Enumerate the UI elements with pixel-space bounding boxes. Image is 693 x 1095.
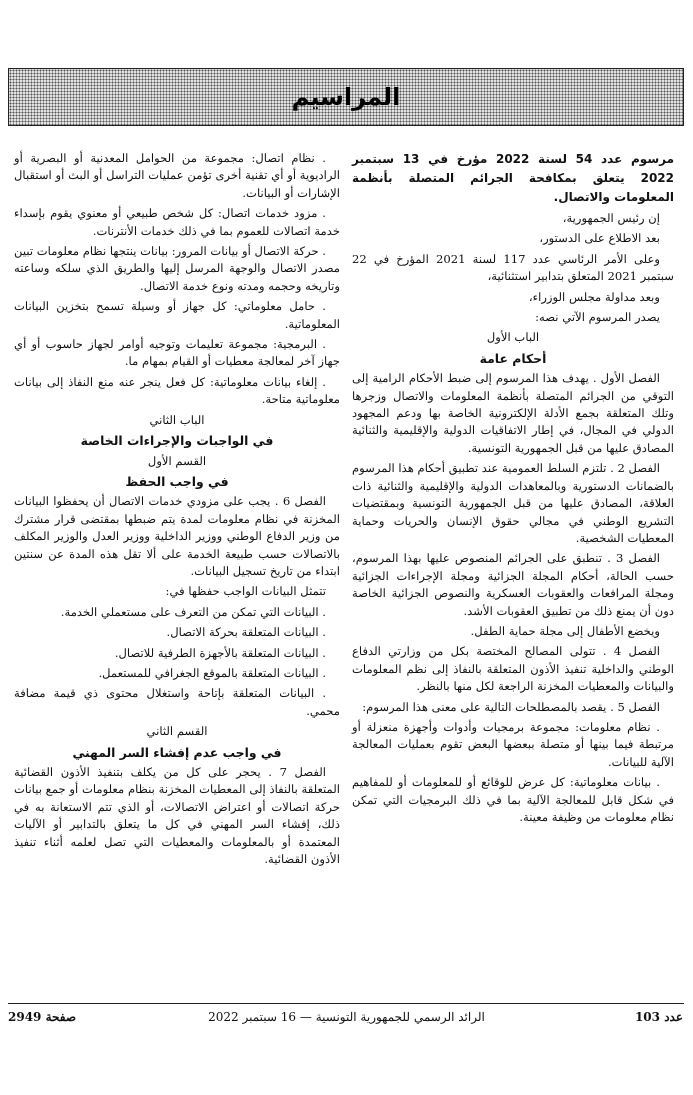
page-number: صفحة 2949 xyxy=(8,1010,77,1024)
article-paragraph: الفصل 2 . تلتزم السلط العمومية عند تطبيق أحكام هذا المرسوم بالضمانات الدستورية وبالمعاهدات الدولية والإقليمية والثنائية ذات العلاقة، المصادق عليها من قبل الجمهورية التونسية وبمقتضيات التشريع الوطني في مجالي حقوق الإنسان والحريات وحماية المعطيات الشخصية. xyxy=(352,461,674,545)
decree-title: مرسوم عدد 54 لسنة 2022 مؤرخ في 13 سبتمبر 2022 يتعلق بمكافحة الجرائم المتصلة بأنظمة المعلومات والاتصال. xyxy=(352,152,675,204)
issue-number: عدد 103 xyxy=(634,1010,683,1024)
definition-item: . نظام اتصال: مجموعة من الحوامل المعدنية أو البصرية أو الراديوية أو أي تقنية أخرى تؤمن عمليات التراسل أو البث أو استقبال الإشارات أو البيانات. xyxy=(14,151,340,200)
preamble-line: بعد الاطلاع على الدستور، xyxy=(539,231,660,246)
preamble-line: وعلى الأمر الرئاسي عدد 117 لسنة 2021 المؤرخ في 22 سبتمبر 2021 المتعلق بتدابير استثنائية، xyxy=(352,251,674,284)
definition-item: . بيانات معلوماتية: كل عرض للوقائع أو للمعلومات أو للمفاهيم في شكل قابل للمعالجة الآلية بما في ذلك البرمجيات التي تمكن نظام معلومات من وظيفة معينة. xyxy=(352,775,674,824)
article-paragraph: الفصل الأول . يهدف هذا المرسوم إلى ضبط الأحكام الرامية إلى التوقي من الجرائم المتصلة بأنظمة المعلومات والاتصال وزجرها وتلك المتعلقة بجمع الأدلة الإلكترونية الخاصة بها ودعم المجهود الدولي في المجال، في إطار الاتفاقيات الدولية والإقليمية والثنائية المصادق عليها من قبل الجمهورية التونسية. xyxy=(352,371,674,455)
right-column xyxy=(352,150,674,829)
article-paragraph: ويخضع الأطفال إلى مجلة حماية الطفل. xyxy=(470,623,660,638)
chapter-title: في الواجبات والإجراءات الخاصة xyxy=(80,433,274,449)
chapter-heading: الباب الأول xyxy=(486,330,540,345)
definition-item: . البرمجية: مجموعة تعليمات وتوجيه أوامر لجهاز حاسوب أو أي جهاز آخر لمعالجة معطيات أو القيام بمهام ما. xyxy=(14,337,340,369)
definition-item: . إلغاء بيانات معلوماتية: كل فعل ينجر عنه منع النفاذ إلى بيانات معلوماتية متاحة. xyxy=(14,374,340,407)
definition-item: . نظام معلومات: مجموعة برمجيات وأدوات وأجهزة منعزلة أو مرتبطة فيما بينها أو متصلة ببعضها البعض تقوم بعمليات المعالجة الآلية للبيانات. xyxy=(352,719,674,769)
article-paragraph: الفصل 6 . يجب على مزودي خدمات الاتصال أن يحفظوا البيانات المخزنة في نظام معلومات لمدة يتم ضبطها بمقتضى قرار مشترك من وزير الدفاع الوطني ووزير الداخلية ووزير العدل والوزير المكلف بالاتصالات حسب طبيعة الخدمة على ألا تقل هذه المدة عن سنتين ابتداء من تاريخ تسجيل البيانات. xyxy=(14,494,340,578)
article-paragraph: الفصل 5 . يقصد بالمصطلحات التالية على معنى هذا المرسوم: xyxy=(362,699,660,714)
definition-item: . حامل معلوماتي: كل جهاز أو وسيلة تسمح بتخزين البيانات المعلوماتية. xyxy=(14,299,340,331)
list-intro: تتمثل البيانات الواجب حفظها في: xyxy=(165,584,326,599)
chapter-title: أحكام عامة xyxy=(479,350,547,366)
article-paragraph: الفصل 3 . تنطبق على الجرائم المنصوص عليها بهذا المرسوم، حسب الحالة، أحكام المجلة الجزائية ومجلة الإجراءات الجزائية ومجلة المرافعات والعقوبات العسكرية والنصوص الجزائية الخاصة دون أن يمنع ذلك من تطبيق العقوبات الأشد. xyxy=(352,551,674,618)
preamble-line: يصدر المرسوم الآتي نصه: xyxy=(535,310,660,325)
preamble-line: إن رئيس الجمهورية، xyxy=(562,211,660,225)
section-title: المراسيم xyxy=(291,83,401,111)
section-banner xyxy=(8,68,684,126)
list-item: . البيانات التي تمكن من التعرف على مستعملي الخدمة. xyxy=(60,604,326,619)
definition-item: . حركة الاتصال أو بيانات المرور: بيانات ينتجها نظام معلومات تبين مصدر الاتصال والوجهة المرسل إليها والطريق الذي سلكه وساعته وتاريخه وحجمه ومدته ونوع خدمة الاتصال. xyxy=(14,244,340,293)
list-item: . البيانات المتعلقة بالموقع الجغرافي للمستعمل. xyxy=(98,665,326,680)
list-item: . البيانات المتعلقة بإتاحة واستغلال محتوى ذي قيمة مضافة محمي. xyxy=(14,686,340,718)
list-item: . البيانات المتعلقة بالأجهزة الطرفية للاتصال. xyxy=(114,645,326,660)
article-paragraph: الفصل 4 . تتولى المصالح المختصة بكل من وزارتي الدفاع الوطني والداخلية تنفيذ الأذون المتعلقة بالنفاذ إلى نظم المعلومات والبيانات والمعطيات المخزنة الراجعة لكل منها بالنظر. xyxy=(352,644,674,694)
preamble-line: وبعد مداولة مجلس الوزراء، xyxy=(528,289,660,304)
gazette-name: الرائد الرسمي للجمهورية التونسية — 16 سبتمبر 2022 xyxy=(208,1010,485,1024)
footer-divider xyxy=(8,1003,684,1004)
chapter-heading: الباب الثاني xyxy=(149,412,205,427)
section-title: في واجب عدم إفشاء السر المهني xyxy=(72,744,282,760)
article-paragraph: الفصل 7 . يحجر على كل من يكلف بتنفيذ الأذون القضائية المتعلقة بالنفاذ إلى المعطيات المخزنة بنظام معلومات أو جمع بيانات حركة اتصالات أو اعتراض الاتصالات، أو الذي تتم الاستعانة به في ذلك، إفشاء السر المهني في كل ما يتعلق بالتدابير أو الآليات المعتمدة أو بالمعلومات والمعطيات التي تصل لعلمه أثناء تنفيذ الأذون القضائية. xyxy=(14,765,340,867)
section-title: في واجب الحفظ xyxy=(125,473,229,489)
definition-item: . مزود خدمات اتصال: كل شخص طبيعي أو معنوي يقوم بإسداء خدمة اتصالات للعموم بما في ذلك خدمات الأنترنات. xyxy=(14,206,340,238)
section-heading: القسم الأول xyxy=(147,453,207,468)
section-heading: القسم الثاني xyxy=(146,724,208,739)
list-item: . البيانات المتعلقة بحركة الاتصال. xyxy=(166,625,326,640)
left-column xyxy=(14,150,340,871)
